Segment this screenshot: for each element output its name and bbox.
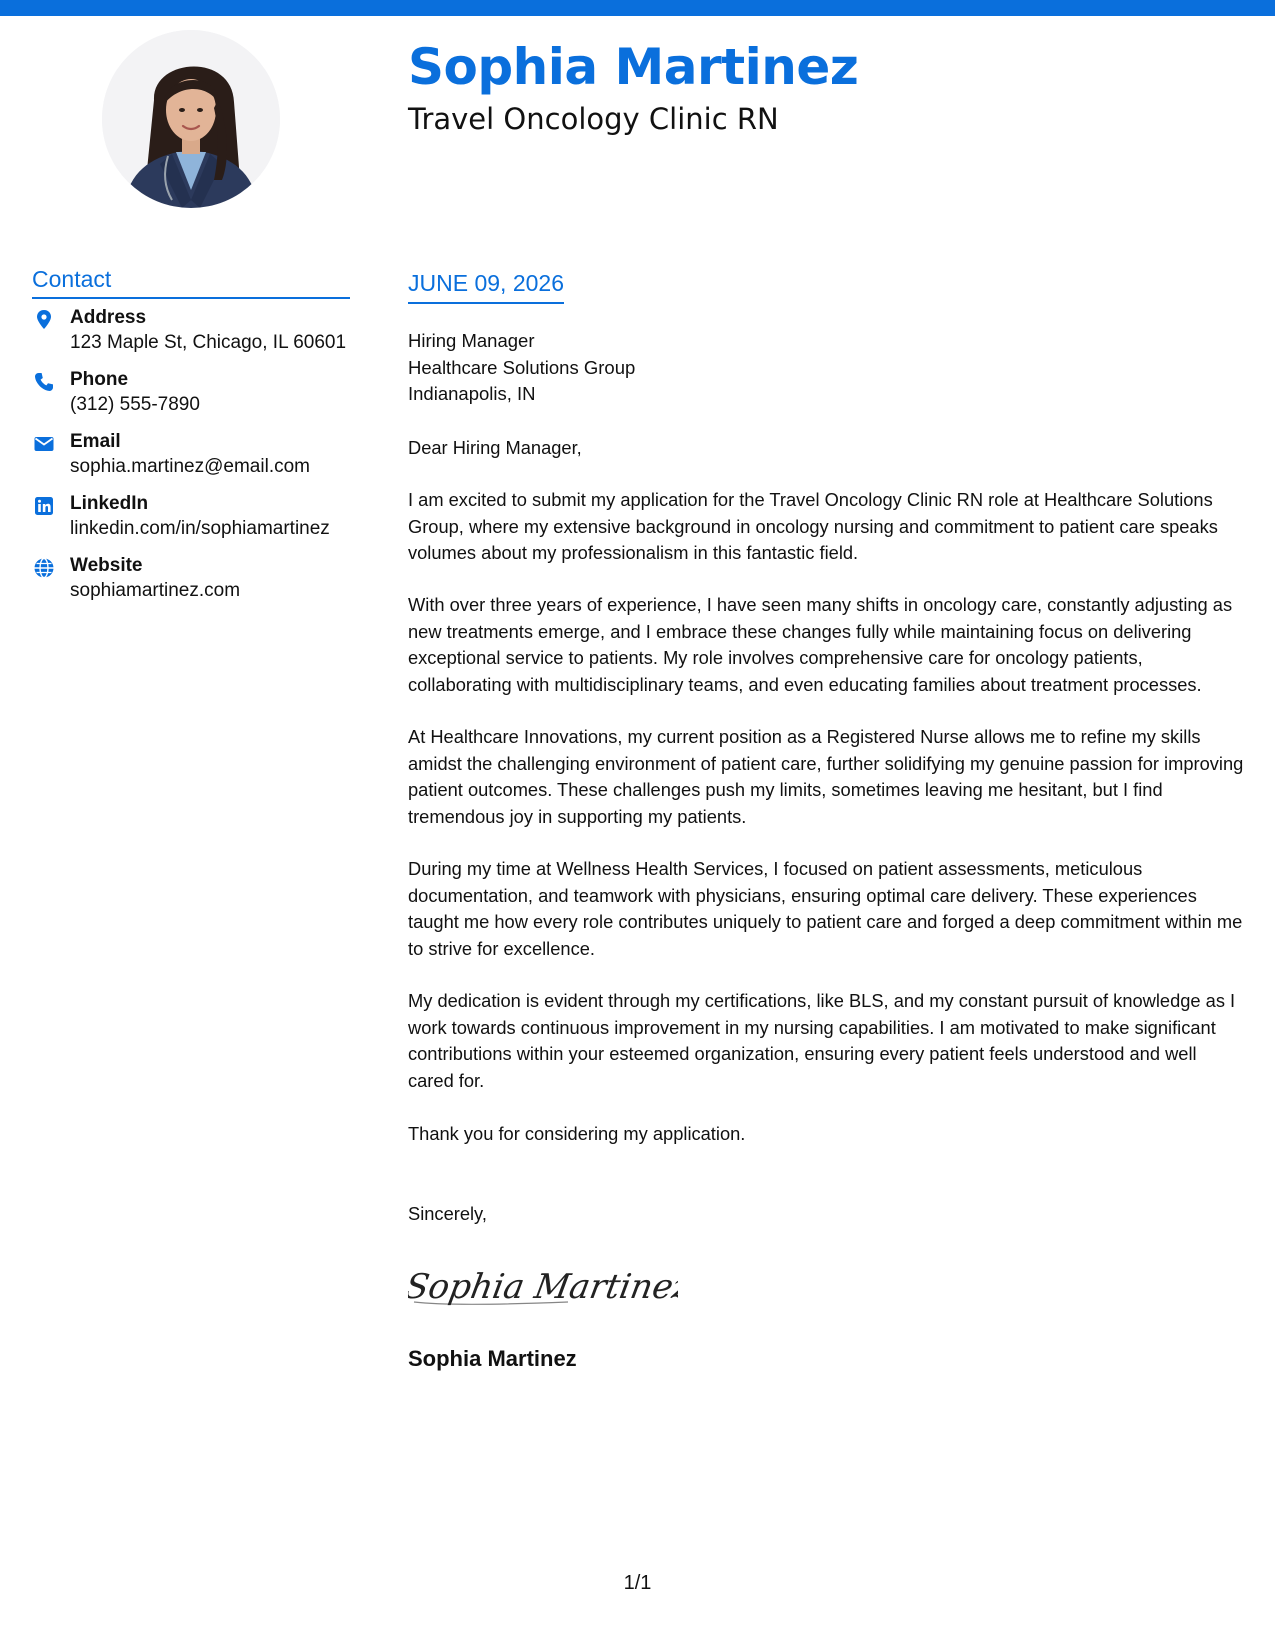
profile-photo: [102, 30, 280, 208]
signature-text: Sophia Martinez: [408, 1267, 678, 1307]
top-accent-bar: [0, 0, 1275, 16]
recipient-block: [408, 328, 635, 408]
handwritten-signature: [408, 1262, 678, 1317]
closing-thanks: Thank you for considering my application.: [408, 1123, 746, 1144]
letter-date: JUNE 09, 2026: [408, 270, 564, 304]
recipient-location: Indianapolis, IN: [408, 383, 536, 404]
contact-value: sophia.martinez@email.com: [70, 456, 310, 477]
letter-paragraph: During my time at Wellness Health Services, I focused on patient assessments, meticulous documentation, and teamwork with physicians, ensuring optimal care delivery. These experiences taught me how every role contributes uniquely to patient care and forged a deep commitment within me to strive for excellence.: [408, 858, 1243, 959]
envelope-icon: [32, 432, 56, 456]
phone-icon: [32, 370, 56, 394]
linkedin-icon: [32, 494, 56, 518]
letter-paragraph: With over three years of experience, I have seen many shifts in oncology care, constantly adjusting as new treatments emerge, and I embrace these changes fully while maintaining focus on delivering exceptional service to patients. My role involves comprehensive care for oncology patients, collaborating with multidisciplinary teams, and even educating families about treatment processes.: [408, 594, 1233, 695]
applicant-name: Sophia Martinez: [408, 38, 859, 96]
letter-paragraph: My dedication is evident through my certifications, like BLS, and my constant pursuit of knowledge as I work towards continuous improvement in my nursing capabilities. I am motivated to make significant contributions within your esteemed organization, ensuring every patient feels understood and well cared for.: [408, 990, 1236, 1091]
map-pin-icon: [32, 308, 56, 332]
contact-heading: Contact: [32, 266, 350, 299]
contact-label: Email: [70, 431, 121, 452]
signer-name: Sophia Martinez: [408, 1346, 577, 1371]
page-number: 1/1: [623, 1572, 652, 1594]
salutation: Dear Hiring Manager,: [408, 437, 582, 458]
letter-paragraph: I am excited to submit my application for the Travel Oncology Clinic RN role at Healthcare Solutions Group, where my extensive background in oncology nursing and commitment to patient care speaks volumes about my professionalism in this fantastic field.: [408, 489, 1218, 563]
contact-label: LinkedIn: [70, 493, 149, 514]
recipient-company: Healthcare Solutions Group: [408, 356, 636, 378]
applicant-job-title: Travel Oncology Clinic RN: [408, 102, 779, 136]
sign-off: Sincerely,: [408, 1203, 487, 1224]
contact-label: Address: [70, 307, 147, 328]
contact-value: (312) 555-7890: [70, 394, 200, 415]
recipient-title: Hiring Manager: [408, 330, 535, 351]
contact-label: Website: [70, 555, 143, 576]
contact-value: 123 Maple St, Chicago, IL 60601: [70, 332, 347, 353]
contact-label: Phone: [70, 369, 129, 390]
letter-paragraph: At Healthcare Innovations, my current position as a Registered Nurse allows me to refine my skills amidst the challenging environment of patient care, further solidifying my genuine passion for improving patient outcomes. These challenges push my limits, sometimes leaving me hesitant, but I find tremendous joy in supporting my patients.: [408, 726, 1244, 827]
globe-icon: [32, 556, 56, 580]
contact-value: sophiamartinez.com: [70, 580, 241, 601]
contact-value: linkedin.com/in/sophiamartinez: [70, 518, 330, 539]
